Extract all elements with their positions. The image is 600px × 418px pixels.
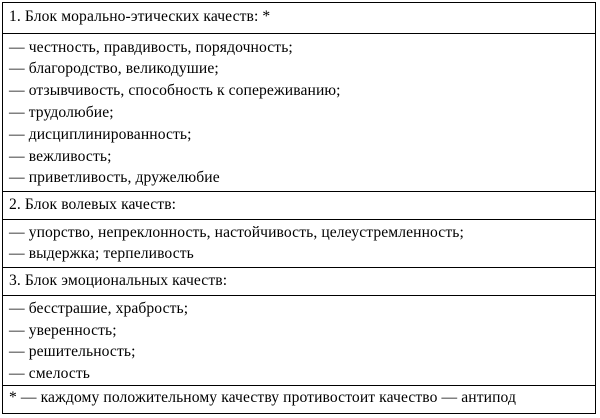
section-1-item: — отзывчивость, способность к сопереживанию;: [9, 82, 341, 99]
footnote-divider: [3, 385, 595, 386]
footnote: * — каждому положительному качеству противостоит качество — антипод: [9, 389, 516, 406]
section-1-heading: 1. Блок морально-этических качеств: *: [9, 8, 271, 25]
section-3-item: — бесстрашие, храбрость;: [9, 300, 189, 317]
section-2-divider: [3, 267, 595, 268]
section-2-item: — упорство, непреклонность, настойчивость, целеустремленность;: [9, 224, 464, 241]
section-1-item: — честность, правдивость, порядочность;: [9, 39, 293, 56]
section-3-heading-divider: [3, 295, 595, 296]
section-1-heading-divider: [3, 33, 595, 34]
section-1-item: — трудолюбие;: [9, 104, 114, 121]
section-2-heading-divider: [3, 219, 595, 220]
section-3-heading: 3. Блок эмоциональных качеств:: [9, 272, 228, 289]
section-1-item: — благородство, великодушие;: [9, 60, 219, 77]
section-1-item: — вежливость;: [9, 148, 112, 165]
section-3-item: — решительность;: [9, 343, 136, 360]
section-2-item: — выдержка; терпеливость: [9, 245, 194, 262]
section-1-divider: [3, 191, 595, 192]
section-3-item: — смелость: [9, 365, 91, 382]
section-1-item: — приветливость, дружелюбие: [9, 169, 220, 186]
qualities-table: [2, 2, 596, 414]
section-1-item: — дисциплинированность;: [9, 126, 192, 143]
section-3-item: — уверенность;: [9, 322, 117, 339]
section-2-heading: 2. Блок волевых качеств:: [9, 196, 177, 213]
